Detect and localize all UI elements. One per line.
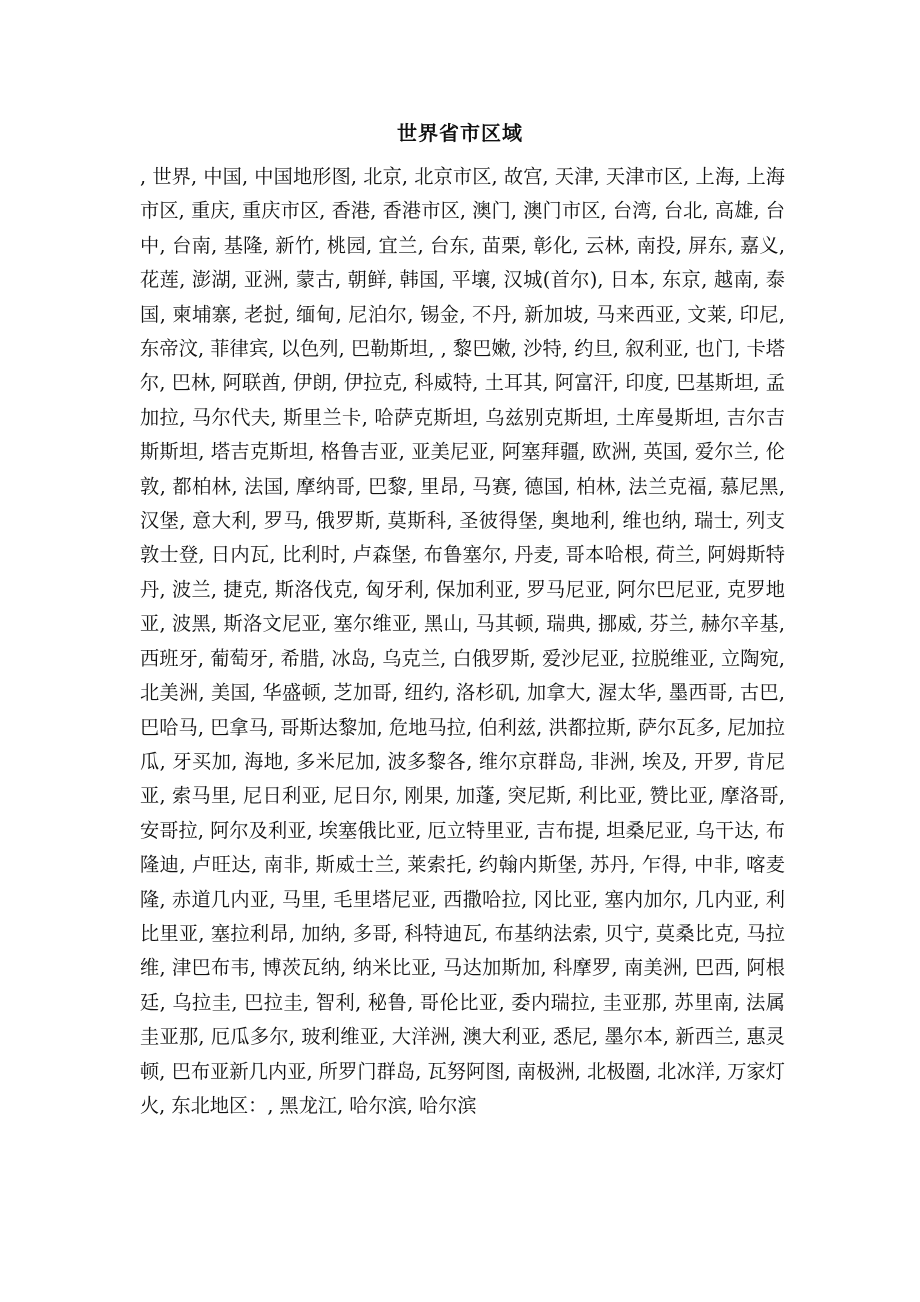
document-title: 世界省市区域	[397, 121, 523, 145]
document-body-text: , 世界, 中国, 中国地形图, 北京, 北京市区, 故宫, 天津, 天津市区, 上海, 上海市区, 重庆, 重庆市区, 香港, 香港市区, 澳门, 澳门市区, 台湾, 台北, 高雄, 台中, 台南, 基隆, 新竹, 桃园, 宜兰, 台东, 苗栗, 彰化, 云林, 南投, 屏东, 嘉义, 花莲, 澎湖, 亚洲, 蒙古, 朝鲜, 韩国, 平壤, 汉城(首尔), 日本, 东京, 越南, 泰国, 柬埔寨, 老挝, 缅甸, 尼泊尔, 锡金, 不丹, 新加坡, 马来西亚, 文莱, 印尼, 东帝汶, 菲律宾, 以色列, 巴勒斯坦, , 黎巴嫩, 沙特, 约旦, 叙利亚, 也门, 卡塔尔, 巴林, 阿联酋, 伊朗, 伊拉克, 科威特, 土耳其, 阿富汗, 印度, 巴基斯坦, 孟加拉, 马尔代夫, 斯里兰卡, 哈萨克斯坦, 乌兹别克斯坦, 土库曼斯坦, 吉尔吉斯斯坦, 塔吉克斯坦, 格鲁吉亚, 亚美尼亚, 阿塞拜疆, 欧洲, 英国, 爱尔兰, 伦敦, 都柏林, 法国, 摩纳哥, 巴黎, 里昂, 马赛, 德国, 柏林, 法兰克福, 慕尼黑, 汉堡, 意大利, 罗马, 俄罗斯, 莫斯科, 圣彼得堡, 奥地利, 维也纳, 瑞士, 列支敦士登, 日内瓦, 比利时, 卢森堡, 布鲁塞尔, 丹麦, 哥本哈根, 荷兰, 阿姆斯特丹, 波兰, 捷克, 斯洛伐克, 匈牙利, 保加利亚, 罗马尼亚, 阿尔巴尼亚, 克罗地亚, 波黑, 斯洛文尼亚, 塞尔维亚, 黑山, 马其顿, 瑞典, 挪威, 芬兰, 赫尔辛基, 西班牙, 葡萄牙, 希腊, 冰岛, 乌克兰, 白俄罗斯, 爱沙尼亚, 拉脱维亚, 立陶宛, 北美洲, 美国, 华盛顿, 芝加哥, 纽约, 洛杉矶, 加拿大, 渥太华, 墨西哥, 古巴, 巴哈马, 巴拿马, 哥斯达黎加, 危地马拉, 伯利兹, 洪都拉斯, 萨尔瓦多, 尼加拉瓜, 牙买加, 海地, 多米尼加, 波多黎各, 维尔京群岛, 非洲, 埃及, 开罗, 肯尼亚, 索马里, 尼日利亚, 尼日尔, 刚果, 加蓬, 突尼斯, 利比亚, 赞比亚, 摩洛哥, 安哥拉, 阿尔及利亚, 埃塞俄比亚, 厄立特里亚, 吉布提, 坦桑尼亚, 乌干达, 布隆迪, 卢旺达, 南非, 斯威士兰, 莱索托, 约翰内斯堡, 苏丹, 乍得, 中非, 喀麦隆, 赤道几内亚, 马里, 毛里塔尼亚, 西撒哈拉, 冈比亚, 塞内加尔, 几内亚, 利比里亚, 塞拉利昂, 加纳, 多哥, 科特迪瓦, 布基纳法索, 贝宁, 莫桑比克, 马拉维, 津巴布韦, 博茨瓦纳, 纳米比亚, 马达加斯加, 科摩罗, 南美洲, 巴西, 阿根廷, 乌拉圭, 巴拉圭, 智利, 秘鲁, 哥伦比亚, 委内瑞拉, 圭亚那, 苏里南, 法属圭亚那, 厄瓜多尔, 玻利维亚, 大洋洲, 澳大利亚, 悉尼, 墨尔本, 新西兰, 惠灵顿, 巴布亚新几内亚, 所罗门群岛, 瓦努阿图, 南极洲, 北极圈, 北冰洋, 万家灯火, 东北地区：, 黑龙江, 哈尔滨, 哈尔滨	[140, 165, 785, 1117]
